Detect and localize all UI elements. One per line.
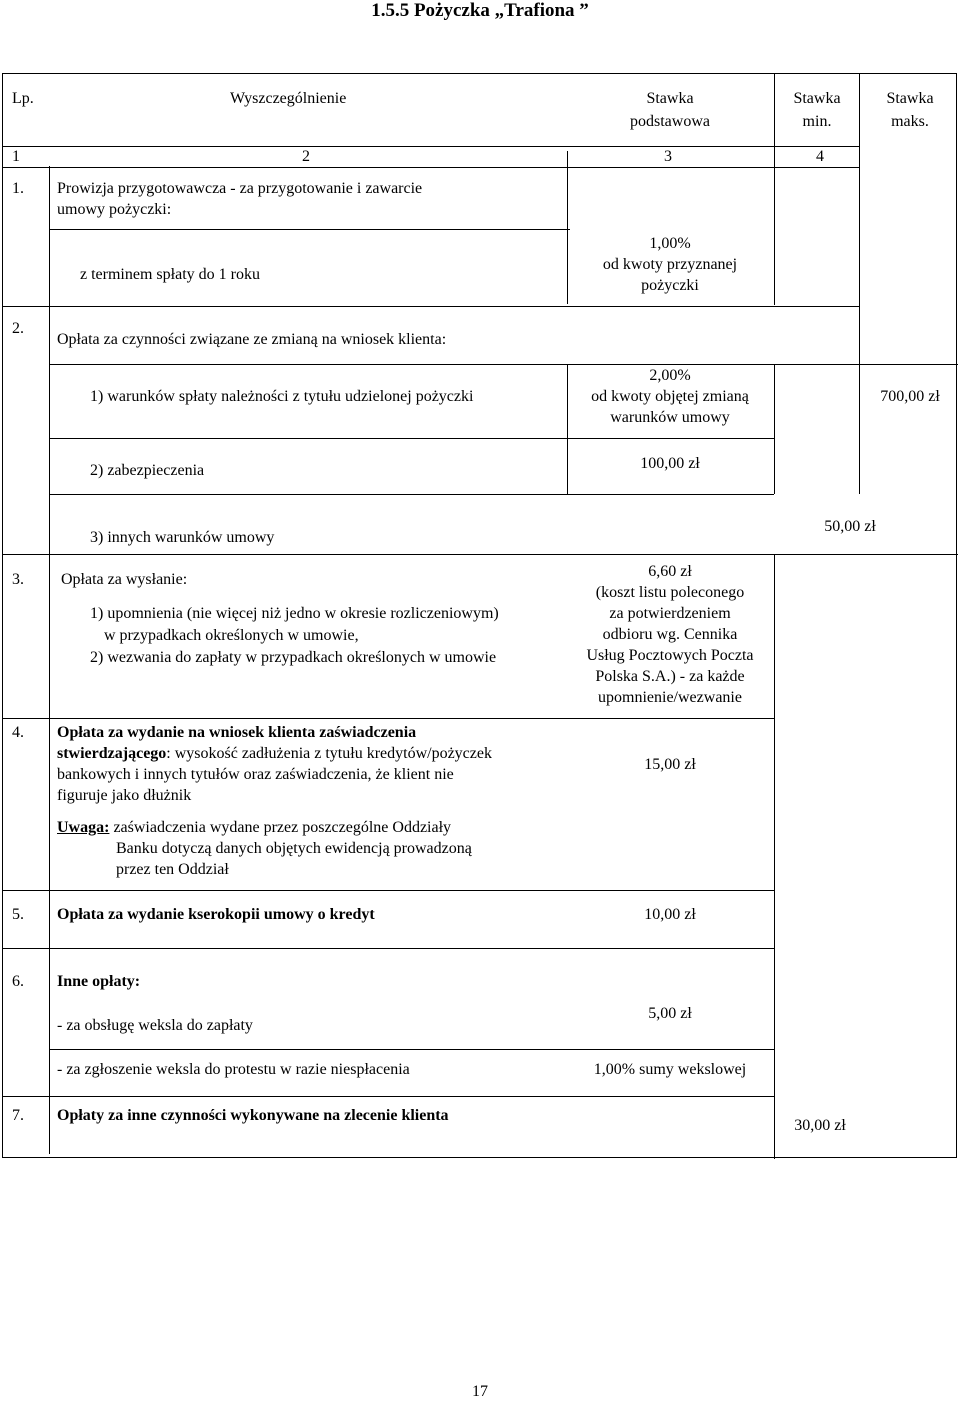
row1-rate-3: pożyczki (641, 277, 699, 294)
row4-rate: 15,00 zł (644, 756, 696, 773)
col-number-3: 3 (664, 148, 672, 165)
hline-r3 (3, 554, 958, 555)
row1-number: 1. (12, 180, 24, 197)
row2-sub1-rate-2: od kwoty objętej zmianą (591, 388, 749, 405)
row2-sub1-max: 700,00 zł (880, 388, 940, 405)
row3-rate-7: upomnienie/wezwanie (598, 689, 742, 706)
row3-rate-4: odbioru wg. Cennika (602, 626, 738, 643)
col-number-2: 2 (302, 148, 310, 165)
row3-title: Opłata za wysłanie: (61, 571, 188, 588)
row2-sub1-rate-1: 2,00% (649, 367, 691, 384)
row4-note-3: przez ten Oddział (116, 861, 229, 878)
hline-r2-sub1 (49, 438, 774, 439)
row4-title-2-bold: stwierdzającego (57, 745, 167, 762)
divider-stawka-min-2 (774, 364, 775, 494)
row1-title-2: umowy pożyczki: (57, 201, 172, 218)
row3-item-2: 2) wezwania do zapłaty w przypadkach określonych w umowie (90, 649, 497, 666)
header-stawka-maks-2: maks. (891, 113, 929, 130)
row5-rate: 10,00 zł (644, 906, 696, 923)
row2-number: 2. (12, 320, 24, 337)
row4-title-1: Opłata za wydanie na wniosek klienta zaświadczenia (57, 724, 417, 741)
row4-title-2 (57, 743, 492, 764)
row1-sub: z terminem spłaty do 1 roku (80, 266, 260, 283)
divider-stawka-maks (859, 74, 860, 494)
row2-sub3: 3) innych warunków umowy (90, 529, 275, 546)
row6-sub1: - za obsługę weksla do zapłaty (57, 1017, 253, 1034)
row3-rate-3: za potwierdzeniem (609, 605, 731, 622)
row4-title-2-rest: : wysokość zadłużenia z tytułu kredytów/pożyczek (166, 745, 492, 762)
row5-title: Opłata za wydanie kserokopii umowy o kredyt (57, 906, 375, 923)
hline-r2 (3, 306, 859, 307)
row3-item-1: 1) upomnienia (nie więcej niż jedno w okresie rozliczeniowym) (90, 605, 499, 622)
hline-r6 (3, 948, 774, 949)
hline-r7 (3, 1096, 774, 1097)
row4-note-1 (57, 817, 451, 838)
row6-sub2-rate: 1,00% sumy wekslowej (593, 1061, 747, 1078)
row2-sub1-rate-3: warunków umowy (610, 409, 730, 426)
header-stawka-maks-1: Stawka (886, 90, 934, 107)
hline-r2-title (49, 364, 958, 365)
row7-title: Opłaty za inne czynności wykonywane na zlecenie klienta (57, 1107, 449, 1124)
row4-number: 4. (12, 724, 24, 741)
hline-r6-sub (49, 1049, 774, 1050)
hline-r5 (3, 890, 774, 891)
row6-sub2: - za zgłoszenie weksla do protestu w razie niespłacenia (57, 1061, 410, 1078)
hline-r1 (49, 229, 570, 230)
row2-sub1: 1) warunków spłaty należności z tytułu udzielonej pożyczki (90, 388, 474, 405)
divider-stawka-min-3 (774, 554, 775, 1159)
row5-number: 5. (12, 906, 24, 923)
row3-rate-2: (koszt listu poleconego (595, 584, 745, 601)
row2-title: Opłata za czynności związane ze zmianą na wniosek klienta: (57, 331, 447, 348)
row2-sub3-min: 50,00 zł (824, 518, 876, 535)
col-number-1: 1 (12, 148, 20, 165)
hline-header (3, 146, 859, 147)
row4-note-label: Uwaga: (57, 819, 110, 836)
header-wyszczegolnienie: Wyszczególnienie (230, 90, 347, 107)
row1-rate-1: 1,00% (649, 235, 691, 252)
page-number: 17 (472, 1383, 488, 1400)
row2-sub2: 2) zabezpieczenia (90, 462, 205, 479)
row6-title: Inne opłaty: (57, 973, 141, 990)
row2-sub2-rate: 100,00 zł (640, 455, 700, 472)
row7-number: 7. (12, 1107, 24, 1124)
col-number-4: 4 (816, 148, 824, 165)
row4-title-3: bankowych i innych tytułów oraz zaświadczenia, że klient nie (57, 766, 454, 783)
header-stawka-min-1: Stawka (793, 90, 841, 107)
hline-r2-sub2 (49, 494, 774, 495)
row3-rate-1: 6,60 zł (648, 563, 692, 580)
row6-number: 6. (12, 973, 24, 990)
row3-number: 3. (12, 571, 24, 588)
header-stawka-podstawowa-1: Stawka (646, 90, 694, 107)
row1-rate-2: od kwoty przyznanej (602, 256, 738, 273)
row3-item-1-cont: w przypadkach określonych w umowie, (104, 627, 359, 644)
hline-colnums (3, 167, 859, 168)
row4-title-4: figuruje jako dłużnik (57, 787, 192, 804)
page-title: 1.5.5 Pożyczka „Trafiona ” (371, 0, 589, 21)
header-lp: Lp. (12, 90, 34, 107)
header-stawka-min-2: min. (802, 113, 832, 130)
row4-note-2: Banku dotyczą danych objętych ewidencją prowadzoną (116, 840, 472, 857)
row3-rate-6: Polska S.A.) - za każde (595, 668, 745, 685)
hline-r4 (3, 718, 774, 719)
divider-lp (49, 166, 50, 1154)
row4-note-1-text: zaświadczenia wydane przez poszczególne Oddziały (109, 819, 452, 836)
row3-rate-5: Usług Pocztowych Poczta (586, 647, 754, 664)
row7-rate: 30,00 zł (794, 1117, 846, 1134)
header-stawka-podstawowa-2: podstawowa (630, 113, 710, 130)
row6-sub1-rate: 5,00 zł (648, 1005, 692, 1022)
row1-title-1: Prowizja przygotowawcza - za przygotowanie i zawarcie (57, 180, 423, 197)
